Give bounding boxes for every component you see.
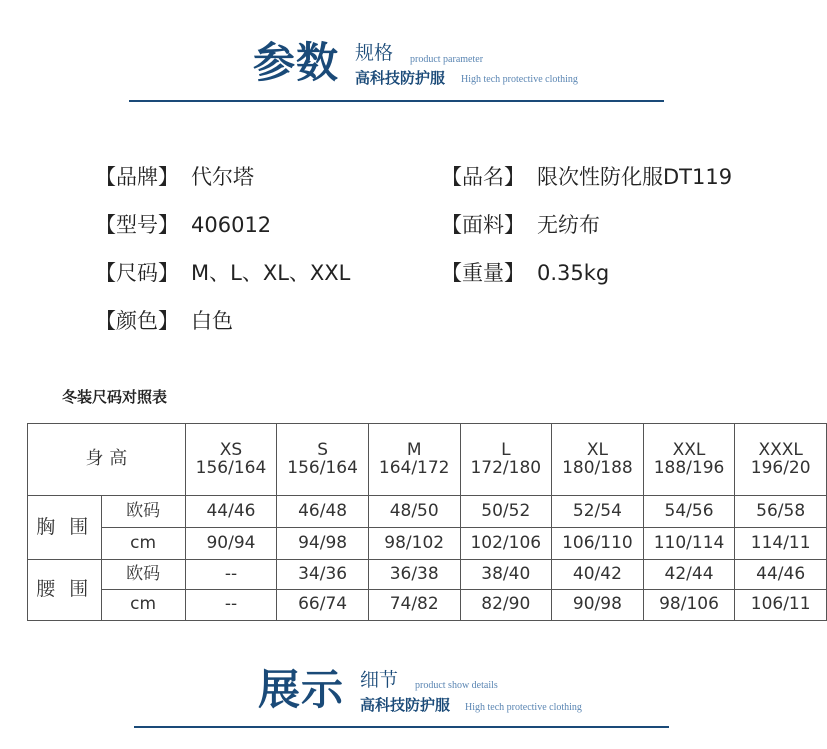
waist-group-label: 腰 围 <box>28 560 102 621</box>
parameter-tagline: 高科技防护服 <box>355 69 446 87</box>
table-cell: 114/11 <box>735 528 827 560</box>
size-chart-table <box>27 423 811 622</box>
table-cell: -- <box>185 560 277 590</box>
size-chart-title: 冬装尺码对照表 <box>62 388 168 406</box>
size-height: 172/180 <box>470 457 542 478</box>
size-col-header <box>460 424 552 496</box>
size-code: XXL <box>672 439 706 460</box>
height-label: 身 高 <box>28 424 186 496</box>
table-cell: 50/52 <box>460 496 552 528</box>
table-cell: 36/38 <box>368 560 460 590</box>
table-cell: -- <box>185 590 277 621</box>
unit-cell: cm <box>101 590 185 621</box>
size-code: XS <box>219 439 243 460</box>
table-cell: 46/48 <box>277 496 369 528</box>
table-row <box>28 560 827 590</box>
parameter-subtitle: 规格 <box>355 42 394 64</box>
size-code: XL <box>586 439 608 460</box>
size-code: S <box>317 439 328 460</box>
size-col-header <box>735 424 827 496</box>
table-cell: 52/54 <box>552 496 644 528</box>
size-height: 196/20 <box>750 457 811 478</box>
detail-section-header <box>0 640 790 730</box>
size-col-header <box>552 424 644 496</box>
spec-key: 【颜色】 <box>95 309 179 333</box>
spec-key: 【面料】 <box>441 213 525 237</box>
size-height: 156/164 <box>287 457 358 478</box>
parameter-section-header <box>0 0 790 90</box>
size-code: XXXL <box>758 439 803 460</box>
spec-product-name <box>441 167 732 188</box>
table-cell: 110/114 <box>643 528 735 560</box>
table-cell: 48/50 <box>368 496 460 528</box>
table-cell: 66/74 <box>277 590 369 621</box>
table-cell: 90/94 <box>185 528 277 560</box>
table-cell: 54/56 <box>643 496 735 528</box>
detail-title: 展示 <box>258 665 345 714</box>
table-row <box>28 496 827 528</box>
size-col-header <box>277 424 369 496</box>
detail-divider <box>134 726 669 728</box>
table-cell: 82/90 <box>460 590 552 621</box>
table-cell: 106/11 <box>735 590 827 621</box>
table-row <box>28 590 827 621</box>
parameter-divider <box>129 100 664 102</box>
spec-value: 限次性防化服DT119 <box>537 165 733 189</box>
detail-tagline-en: High tech protective clothing <box>465 702 582 713</box>
spec-key: 【品名】 <box>441 165 525 189</box>
table-cell: 90/98 <box>552 590 644 621</box>
spec-value: 代尔塔 <box>191 165 254 189</box>
unit-cell: 欧码 <box>101 560 185 590</box>
size-height: 180/188 <box>562 457 633 478</box>
size-height: 188/196 <box>653 457 725 478</box>
size-header-row <box>28 424 827 496</box>
size-col-header <box>185 424 277 496</box>
parameter-title: 参数 <box>253 38 340 87</box>
size-height: 164/172 <box>378 457 450 478</box>
spec-value: 白色 <box>191 309 233 333</box>
unit-cell: cm <box>101 528 185 560</box>
spec-weight <box>441 263 609 284</box>
spec-value: 406012 <box>191 213 272 237</box>
table-cell: 44/46 <box>185 496 277 528</box>
size-code: M <box>406 439 422 460</box>
spec-size <box>95 263 350 284</box>
size-height: 156/164 <box>195 457 267 478</box>
table-cell: 42/44 <box>643 560 735 590</box>
spec-value: 0.35kg <box>537 261 610 285</box>
spec-key: 【型号】 <box>95 213 179 237</box>
table-cell: 56/58 <box>735 496 827 528</box>
table-cell: 44/46 <box>735 560 827 590</box>
spec-value: M、L、XL、XXL <box>191 261 351 285</box>
unit-cell: 欧码 <box>101 496 185 528</box>
table-cell: 98/102 <box>368 528 460 560</box>
table-cell: 34/36 <box>277 560 369 590</box>
size-col-header <box>368 424 460 496</box>
spec-key: 【重量】 <box>441 261 525 285</box>
spec-key: 【品牌】 <box>95 165 179 189</box>
chest-group-label: 胸 围 <box>28 496 102 560</box>
table-row <box>28 528 827 560</box>
size-code: L <box>501 439 511 460</box>
table-cell: 38/40 <box>460 560 552 590</box>
table-cell: 94/98 <box>277 528 369 560</box>
table-cell: 40/42 <box>552 560 644 590</box>
size-col-header <box>643 424 735 496</box>
parameter-tagline-en: High tech protective clothing <box>461 74 578 85</box>
table-cell: 106/110 <box>552 528 644 560</box>
table-cell: 74/82 <box>368 590 460 621</box>
spec-brand <box>95 167 254 188</box>
table-cell: 102/106 <box>460 528 552 560</box>
spec-value: 无纺布 <box>537 213 600 237</box>
table-cell: 98/106 <box>643 590 735 621</box>
spec-color <box>95 311 233 332</box>
detail-subtitle-en: product show details <box>415 680 498 691</box>
spec-model <box>95 215 271 236</box>
spec-key: 【尺码】 <box>95 261 179 285</box>
detail-subtitle: 细节 <box>360 669 399 691</box>
parameter-subtitle-en: product parameter <box>410 54 484 65</box>
detail-tagline: 高科技防护服 <box>360 696 451 714</box>
spec-fabric <box>441 215 600 236</box>
